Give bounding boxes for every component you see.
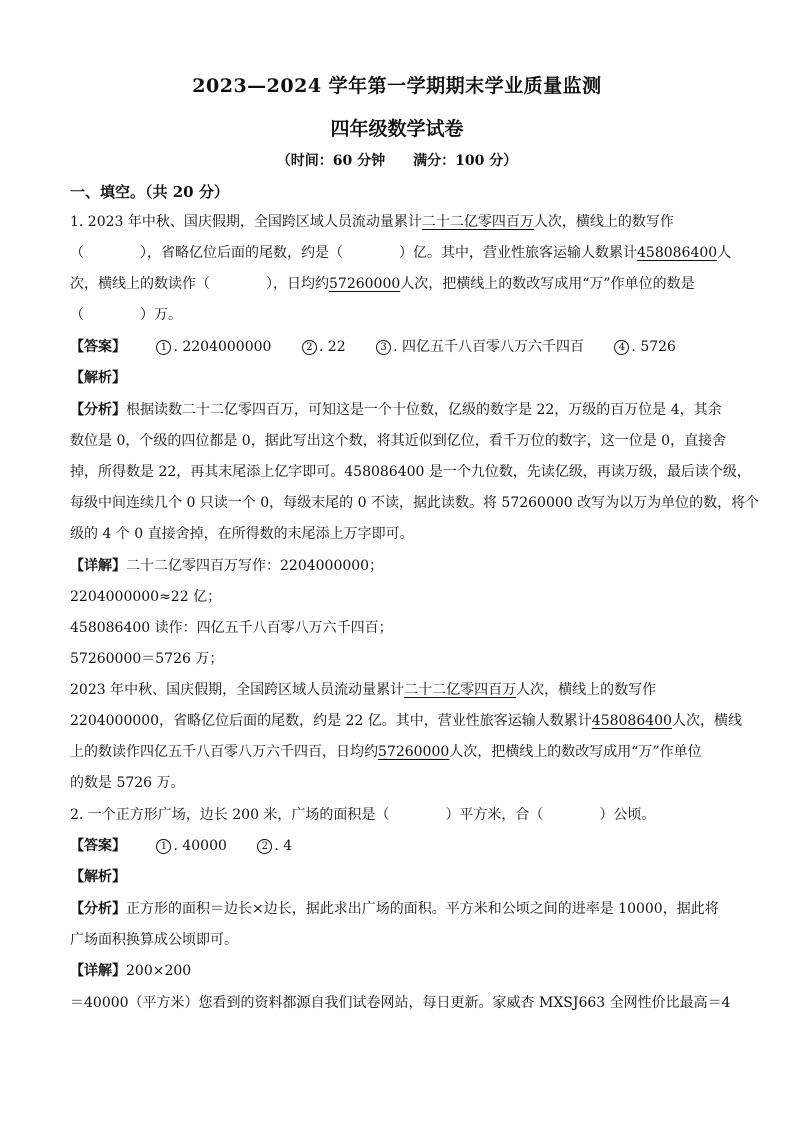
analysis-tag: 【解析】 (70, 370, 126, 386)
q1-detail-4: 57260000＝5726 万； (70, 651, 224, 667)
underlined-number: 二十二亿零四百万 (421, 214, 534, 230)
analysis-tag: 【解析】 (70, 869, 126, 885)
q1-detail-1: 【详解】二十二亿零四百万写作：2204000000； (70, 558, 384, 574)
circled-number: 1 (156, 839, 171, 854)
q1-detail-5: 2023 年中秋、国庆假期，全国跨区域人员流动量累计二十二亿零四百万人次，横线上的数写作 (70, 682, 657, 698)
q2-detail-1: 【详解】200×200 (70, 963, 192, 979)
answer-item: 2 . 22 (302, 337, 346, 357)
answer-item: 3 . 四亿五千八百零八万六千四百 (376, 337, 584, 357)
circled-number: 2 (302, 340, 317, 355)
circled-number: 2 (257, 839, 272, 854)
exam-score: 满分：100 分） (413, 153, 518, 169)
section-title: 一、填空。（共 20 分） (70, 183, 229, 201)
answer-item: 1 . 2204000000 (156, 337, 271, 357)
underlined-number: 二十二亿零四百万 (404, 682, 517, 698)
q2-line-1: 2. 一个正方形广场，边长 200 米，广场的面积是（ ）平方米，合（ ）公顷。 (70, 807, 656, 823)
q1-fenxi-3: 掉，所得数是 22，再其末尾添上亿字即可。458086400 是一个九位数，先读亿级，再读万级，最后读个级， (70, 464, 751, 480)
underlined-number: 458086400 (591, 713, 672, 729)
exam-time: （时间：60 分钟 (276, 153, 386, 169)
q1-line-2: （ ），省略亿位后面的尾数，约是（ ）亿。其中，营业性旅客运输人数累计458086400人 (70, 245, 732, 261)
answer-item: 2 . 4 (257, 836, 292, 856)
answer-item: 1 . 40000 (156, 836, 226, 856)
q1-detail-3: 458086400 读作：四亿五千八百零八万六千四百； (70, 620, 393, 636)
q1-line-1: 1. 2023 年中秋、国庆假期，全国跨区域人员流动量累计二十二亿零四百万人次，横线上的数写作 (70, 214, 674, 230)
q1-detail-2: 2204000000≈22 亿； (70, 589, 222, 605)
exam-info (0, 150, 794, 170)
q2-fenxi-2: 广场面积换算成公顷即可。 (70, 932, 238, 948)
underlined-number: 57260000 (378, 744, 450, 760)
underlined-number: 57260000 (329, 276, 401, 292)
q1-fenxi-5: 级的 4 个 0 直接舍掉，在所得数的末尾添上万字即可。 (70, 526, 414, 542)
answer-item: 4 . 5726 (614, 337, 676, 357)
q2-answer (70, 836, 740, 856)
circled-number: 3 (376, 340, 391, 355)
q1-detail-6: 2204000000，省略亿位后面的尾数，约是 22 亿。其中，营业性旅客运输人数累计458086400人次，横线 (70, 713, 742, 729)
q2-fenxi-1: 【分析】正方形的面积＝边长×边长，据此求出广场的面积。平方米和公顷之间的进率是 10000，据此将 (70, 901, 719, 917)
answer-tag: 【答案】 (70, 838, 126, 854)
q1-fenxi-1: 【分析】根据读数二十二亿零四百万，可知这是一个十位数，亿级的数字是 22，万级的百万位是 4，其余 (70, 402, 722, 418)
answer-tag: 【答案】 (70, 339, 126, 355)
q1-answer (70, 337, 740, 357)
exam-subtitle: 四年级数学试卷 (330, 118, 464, 140)
exam-title: 2023—2024 学年第一学期期末学业质量监测 (192, 75, 602, 97)
q1-fenxi-2: 数位是 0，个级的四位都是 0，据此写出这个数，将其近似到亿位，看千万位的数字，这一位是 0，直接舍 (70, 433, 727, 449)
q1-line-4: （ ）万。 (70, 307, 182, 323)
underlined-number: 458086400 (637, 245, 718, 261)
q2-detail-2: ＝40000（平方米）您看到的资料都源自我们试卷网站，每日更新。家威杏 MXSJ663 全网性价比最高＝4 (70, 995, 731, 1011)
circled-number: 4 (614, 340, 629, 355)
q1-detail-7: 上的数读作四亿五千八百零八万六千四百，日均约57260000人次，把横线上的数改写成用“万”作单位 (70, 744, 702, 760)
q1-fenxi-4: 每级中间连续几个 0 只读一个 0，每级末尾的 0 不读，据此读数。将 57260000 改写为以万为单位的数，将个 (70, 495, 760, 511)
q1-detail-8: 的数是 5726 万。 (70, 775, 185, 791)
q1-line-3: 次，横线上的数读作（ ），日均约57260000人次，把横线上的数改写成用“万”作单位的数是 (70, 276, 695, 292)
circled-number: 1 (156, 340, 171, 355)
